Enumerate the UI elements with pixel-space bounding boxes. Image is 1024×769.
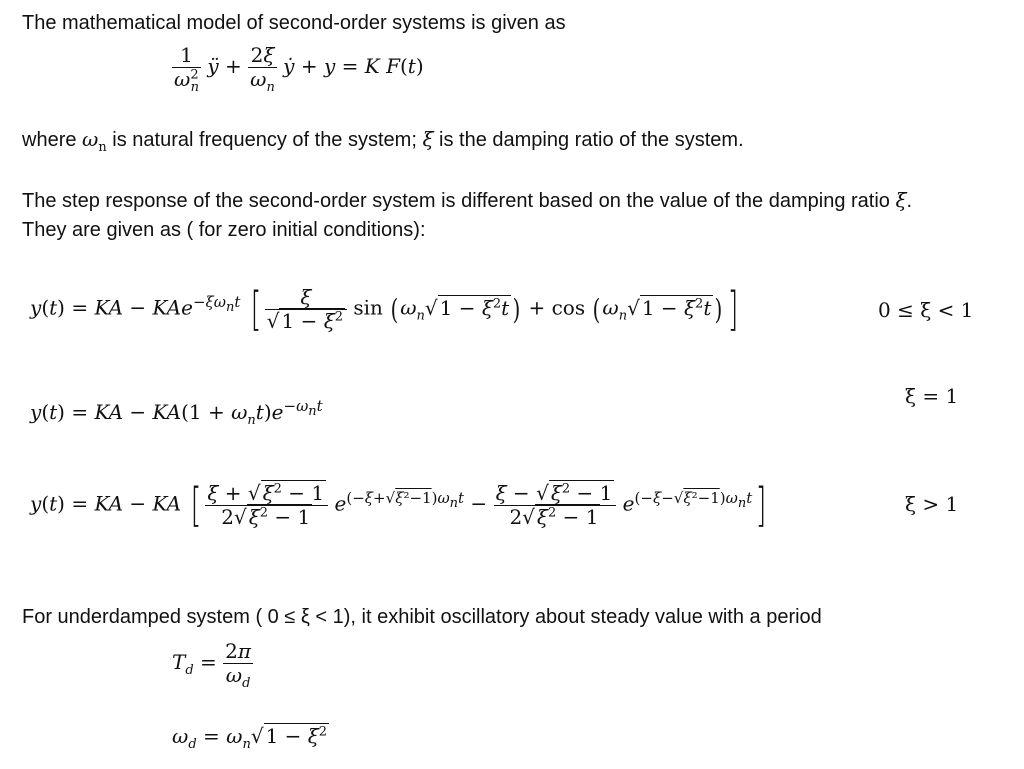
model-equation: $\frac{1}{\omega^2_n}$ ÿ + $\frac{2\xi}{\omega_n}$ ẏ + y = K F(t) (174, 43, 424, 95)
underdamped-equation: y(t) = KA − KAe$^{-\xi\omega_nt}$ [ $\frac{\xi}{√ 1 - \xi^2}$ $\sin (\omega_n√$ $1 - \xi^2t$ ) + $\cos (\omega_n√$ $1 - \xi^2t$ ) ] (30, 282, 739, 336)
where-text: where $\omega_n$ is natural frequency of the system; ξ is the damping ratio of the system. (22, 127, 744, 155)
critical-equation: y(t) = KA − $KA(1 + \omega_nt)e^{-\omega_nt}$ (30, 397, 323, 428)
initial-conditions-text: They are given as ( for zero initial conditions): (22, 219, 426, 241)
period-equation: $T_d$ = $\frac{2\pi}{\omega_d}$ (172, 639, 252, 691)
underdamped-text: For underdamped system ( 0 ≤ ξ < 1), it exhibit oscillatory about steady value with a period (22, 606, 822, 628)
overdamped-equation: y(t) = KA − KA [ $\frac{\xi + √ \xi^2 - 1}{2√ \xi^2 - 1}$ $e^{(-\xi+√\xi^2-1)\omega_nt}$ − $\frac{\xi - √ \xi^2 - 1}{2√ \xi^2 - 1}$ $e^{(-\xi-√\xi^2-1)\omega_nt}$] (30, 478, 767, 532)
condition-critical: ξ = 1 (905, 384, 959, 408)
step-response-text: The step response of the second-order system is different based on the value of the damping ratio ξ. (22, 188, 913, 212)
damped-frequency-equation: $\omega_d = \omega_n√$ $1 - \xi^2$ (172, 724, 328, 752)
condition-underdamped: 0 ≤ ξ < 1 (878, 298, 974, 322)
condition-overdamped: ξ > 1 (905, 492, 959, 516)
intro-text: The mathematical model of second-order systems is given as (22, 12, 566, 34)
